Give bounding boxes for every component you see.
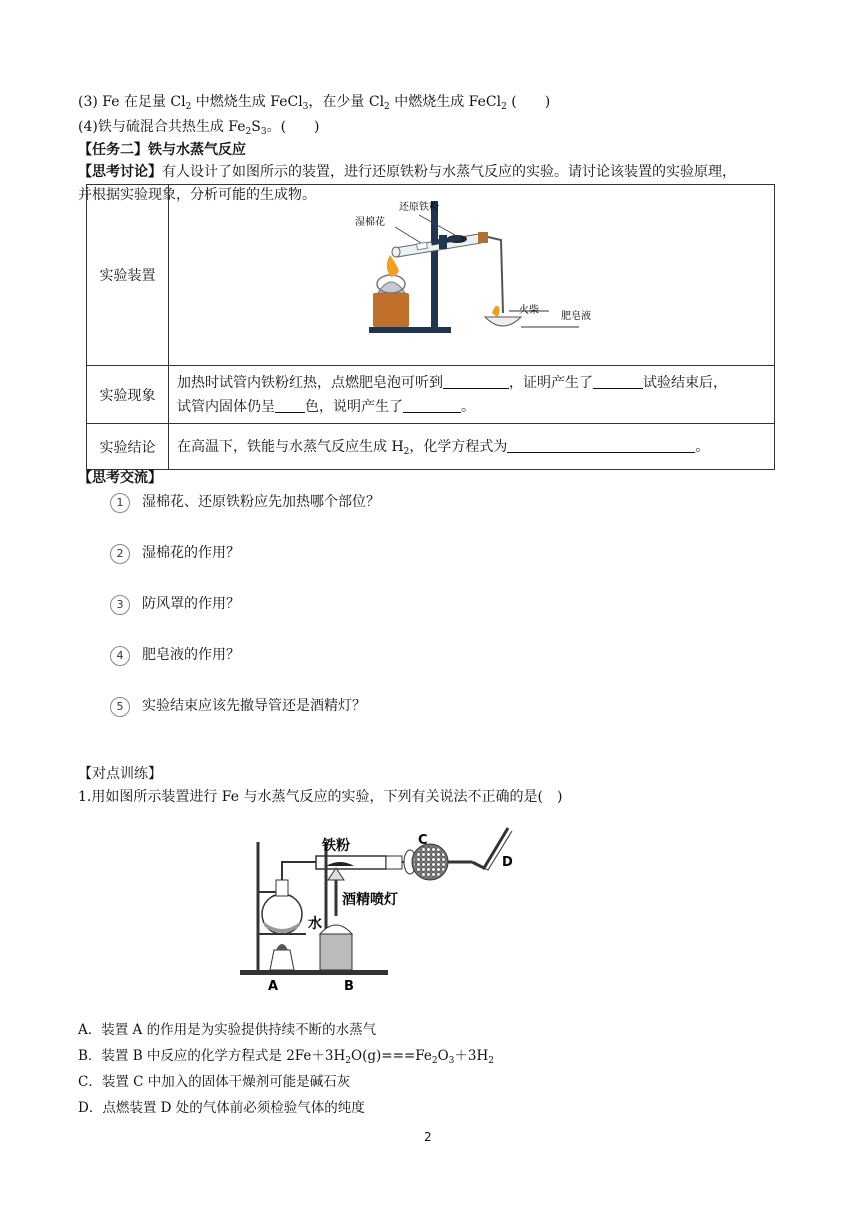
- blank[interactable]: [403, 398, 461, 413]
- option-b: B．装置 B 中反应的化学方程式是 $2Fe+3H_2O(g)===Fe_2O_3+3H_2$: [78, 1048, 494, 1066]
- phenomenon-label: 实验现象: [87, 366, 169, 424]
- exchange-question-1: 1 湿棉花、还原铁粉应先加热哪个部位？: [110, 491, 380, 513]
- apparatus-figure: [169, 185, 774, 361]
- discuss-line-1: 【思考讨论】有人设计了如图所示的装置，进行还原铁粉与水蒸气反应的实验。请讨论该装置的实验原理，: [78, 164, 736, 180]
- page-number: 2: [424, 1130, 432, 1144]
- option-c: C．装置 C 中加入的固体干燥剂可能是碱石灰: [78, 1074, 351, 1090]
- device-label: 实验装置: [87, 185, 169, 366]
- conclusion-cell: 在高温下，铁能与水蒸气反应生成 $H_2$，化学方程式为 。: [169, 424, 775, 470]
- experiment-table: [86, 184, 775, 470]
- question-3: (3) Fe 在足量 $Cl_2$ 中燃烧生成 FeCl$_3$，在少量 $Cl_2$ 中燃烧生成 FeCl$_2$ ( ): [78, 94, 551, 112]
- label-d: D: [502, 855, 513, 870]
- discuss-line-2: 并根据实验现象，分析可能的生成物。: [78, 187, 316, 203]
- label-water: 水: [308, 916, 322, 932]
- label-iron: 铁粉: [322, 838, 350, 854]
- blank[interactable]: [443, 374, 509, 389]
- exchange-question-3: 3 防风罩的作用？: [110, 593, 240, 615]
- label-a: A: [268, 979, 279, 994]
- exchange-question-4: 4 肥皂液的作用？: [110, 644, 240, 666]
- label-soap: 肥皂液: [561, 311, 591, 322]
- option-a: A．装置 A 的作用是为实验提供持续不断的水蒸气: [78, 1022, 377, 1038]
- blank[interactable]: [275, 398, 305, 413]
- device-figure-cell: [169, 185, 775, 366]
- label-match: 火柴: [519, 305, 539, 316]
- label-iron-powder: 还原铁粉: [399, 202, 439, 213]
- phenomenon-cell: 加热时试管内铁粉红热，点燃肥皂泡可听到 ，证明产生了 试验结束后， 试管内固体仍呈 色，说明产生了 。: [169, 366, 775, 424]
- conclusion-label: 实验结论: [87, 424, 169, 470]
- task2-title: 【任务二】铁与水蒸气反应: [78, 142, 246, 158]
- exchange-question-5: 5 实验结束应该先撤导管还是酒精灯？: [110, 695, 366, 717]
- exchange-question-2: 2 湿棉花的作用？: [110, 542, 240, 564]
- label-burner: 酒精喷灯: [342, 892, 398, 908]
- option-d: D．点燃装置 D 处的气体前必须检验气体的纯度: [78, 1100, 365, 1116]
- exchange-title: 【思考交流】: [78, 470, 162, 486]
- blank[interactable]: [507, 438, 695, 453]
- label-wet-cotton: 湿棉花: [355, 217, 385, 228]
- label-b: B: [344, 979, 354, 994]
- blank[interactable]: [593, 374, 643, 389]
- training-question: 1.用如图所示装置进行 Fe 与水蒸气反应的实验，下列有关说法不正确的是( ): [78, 789, 563, 805]
- label-c: C: [418, 833, 428, 848]
- training-title: 【对点训练】: [78, 766, 162, 782]
- training-figure: [236, 822, 536, 994]
- question-4: (4)铁与硫混合共热生成 $Fe_2S_3$。( ): [78, 119, 320, 137]
